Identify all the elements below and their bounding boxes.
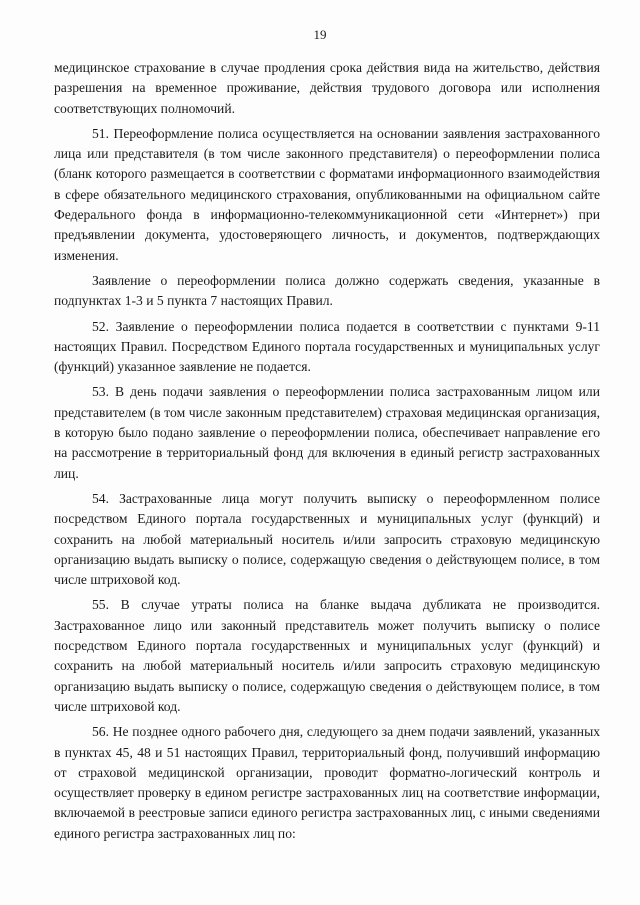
page-number: 19: [313, 27, 327, 42]
paragraph-51: 51. Переоформление полиса осуществляется на основании заявления застрахованного лица или представителя (в том числе законного представителя) о переоформлении полиса (бланк которого размещается в соответствии с форматами информационного взаимодействия в сфере обязательного медицинского страхования, опубликованными на официальном сайте Федерального фонда в информационно-телекоммуникационной сети «Интернет») при предъявлении документа, удостоверяющего личность, и документов, подтверждающих изменения.: [54, 125, 600, 263]
paragraph-53: 53. В день подачи заявления о переоформлении полиса застрахованным лицом или представителем (в том числе законным представителем) страховая медицинская организация, в которую было подано заявление о переоформлении полиса, обеспечивает направление его на рассмотрение в территориальный фонд для включения в единый регистр застрахованных лиц.: [54, 384, 600, 481]
paragraph-continuation: медицинское страхование в случае продления срока действия вида на жительство, действия разрешения на временное проживание, действия трудового договора или исполнения соответствующих полномочий.: [54, 60, 600, 116]
paragraph-51-note: Заявление о переоформлении полиса должно содержать сведения, указанные в подпунктах 1-3 и 5 пункта 7 настоящих Правил.: [54, 272, 600, 309]
paragraph-56: 56. Не позднее одного рабочего дня, следующего за днем подачи заявлений, указанных в пунктах 45, 48 и 51 настоящих Правил, территориальный фонд, получивший информацию от страховой медицинской организации, проводит форматно-логический контроль и осуществляет проверку в едином регистре застрахованных лиц на соответствие информации, включаемой в реестровые записи единого регистра застрахованных лиц, с иными сведениями единого регистра застрахованных лиц по:: [54, 724, 600, 841]
paragraph-55: 55. В случае утраты полиса на бланке выдача дубликата не производится. Застрахованное лицо или законный представитель может получить выписку о полисе посредством Единого портала государственных и муниципальных услуг (функций) и сохранить на любой материальный носитель и/или запросить страховую медицинскую организацию выдать выписку о полисе, содержащую сведения о действующем полисе, в том числе штриховой код.: [54, 597, 600, 714]
paragraph-52: 52. Заявление о переоформлении полиса подается в соответствии с пунктами 9-11 настоящих Правил. Посредством Единого портала государственных и муниципальных услуг (функций) указанное заявление не подается.: [54, 318, 600, 375]
document-body: [54, 58, 600, 844]
paragraph-54: 54. Застрахованные лица могут получить выписку о переоформленном полисе посредством Единого портала государственных и муниципальных услуг (функций) и сохранить на любой материальный носитель и/или запросить страховую медицинскую организацию выдать выписку о полисе, содержащую сведения о действующем полисе, в том числе штриховой код.: [54, 490, 600, 588]
